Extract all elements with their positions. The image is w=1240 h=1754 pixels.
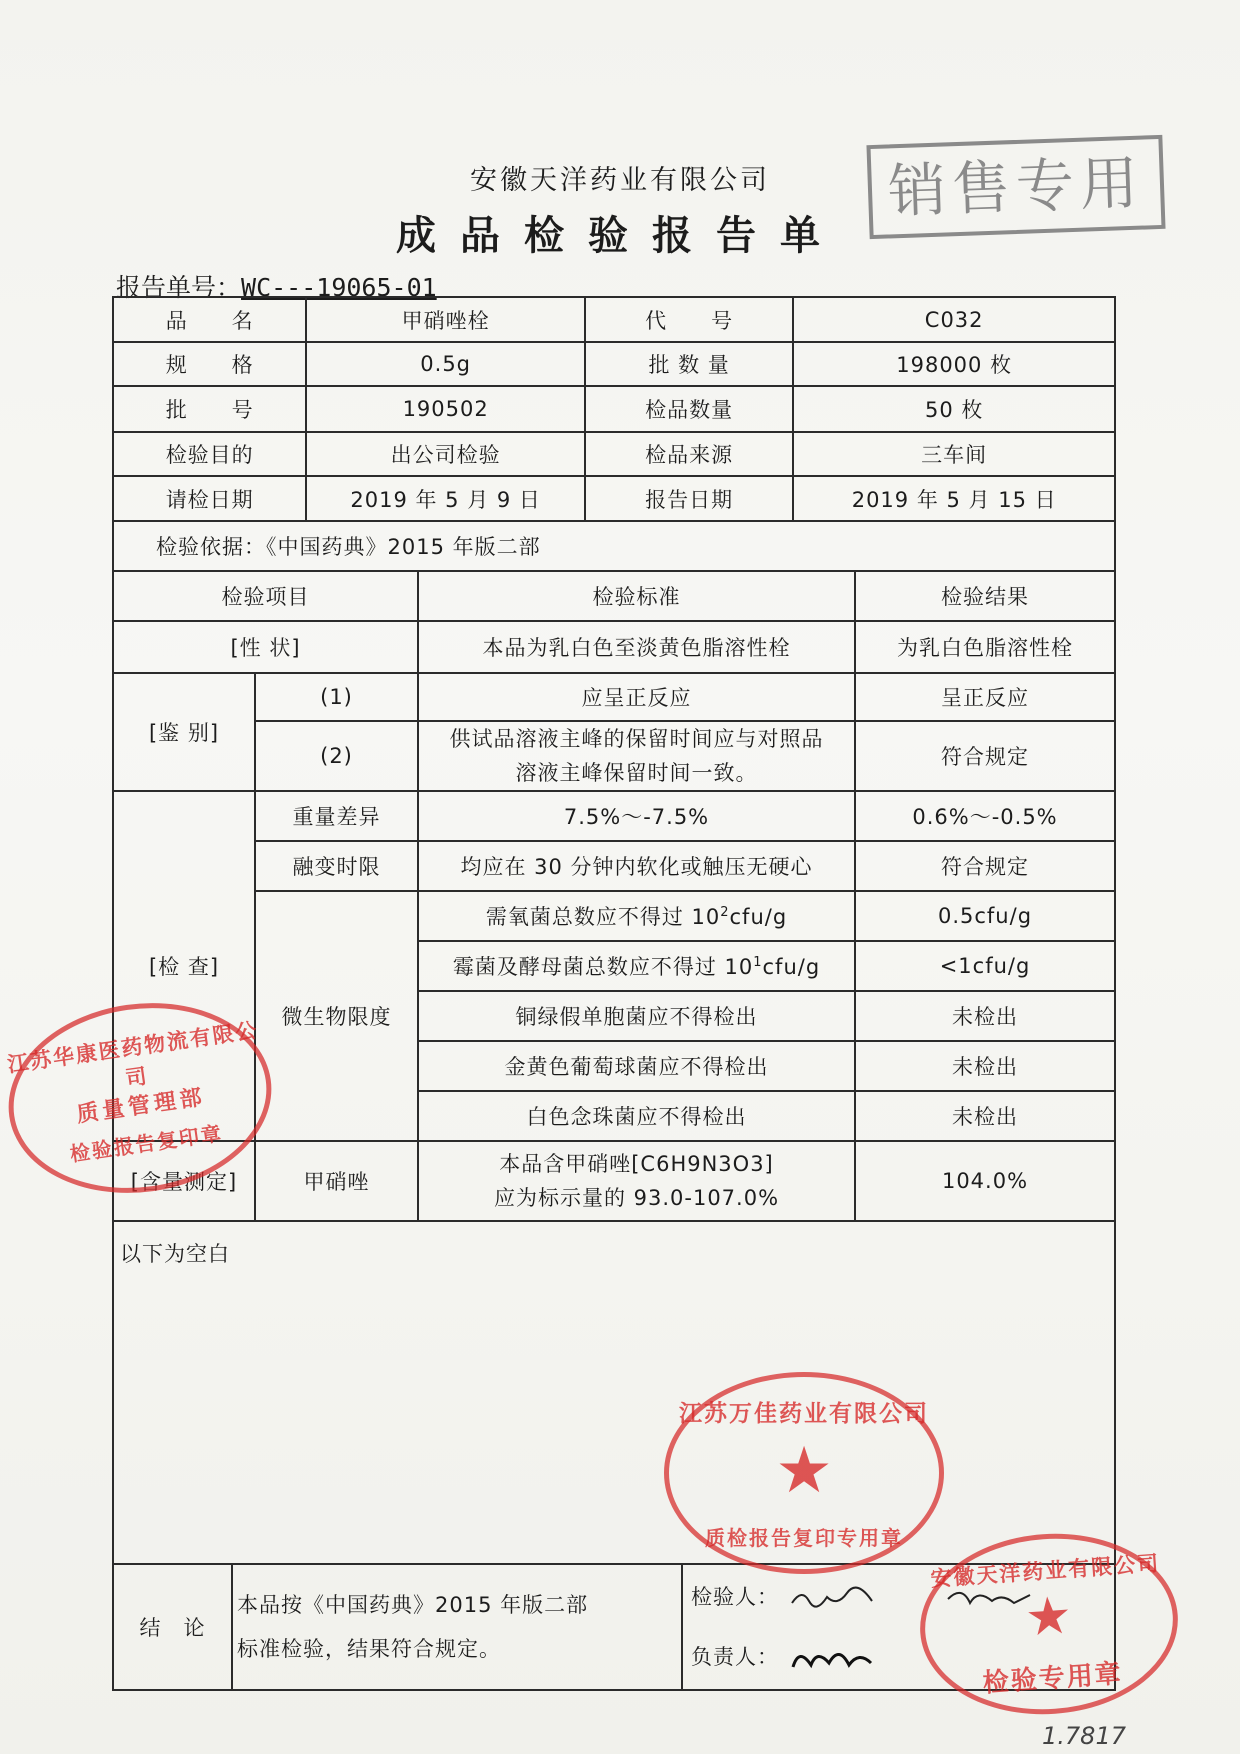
weight-variation-label: 重量差异 xyxy=(255,791,418,841)
mold-yeast-result: <1cfu/g xyxy=(855,941,1115,991)
assay-label: [含量测定] xyxy=(113,1141,255,1221)
seal2-purpose: 质检报告复印专用章 xyxy=(705,1526,903,1550)
source-label: 检品来源 xyxy=(585,432,793,476)
sales-only-stamp: 销售专用 xyxy=(866,135,1165,239)
column-header-standard: 检验标准 xyxy=(418,571,855,621)
melting-time-standard: 均应在 30 分钟内软化或触压无硬心 xyxy=(418,841,855,891)
company-name: 安徽天洋药业有限公司 xyxy=(470,165,770,196)
responsible-signature xyxy=(787,1643,877,1673)
code-label: 代 号 xyxy=(585,298,793,342)
sample-qty-value: 50 枚 xyxy=(793,386,1114,432)
melting-time-label: 融变时限 xyxy=(255,841,418,891)
mold-yeast-unit: cfu/g xyxy=(762,955,821,979)
conclusion-line-1: 本品按《中国药典》2015 年版二部 xyxy=(237,1593,589,1617)
candida-standard: 白色念珠菌应不得检出 xyxy=(418,1091,855,1141)
aerobic-count-unit: cfu/g xyxy=(729,905,788,929)
spec-value: 0.5g xyxy=(306,342,585,386)
batch-no-label: 批 号 xyxy=(114,386,306,432)
mold-yeast-standard xyxy=(418,941,855,991)
identification-item-2: (2) xyxy=(255,721,418,791)
pseudomonas-standard: 铜绿假单胞菌应不得检出 xyxy=(418,991,855,1041)
mold-yeast-text: 霉菌及酵母菌总数应不得过 10 xyxy=(452,955,754,979)
aerobic-count-standard xyxy=(418,891,855,941)
info-table xyxy=(114,298,1114,520)
blank-note: 以下为空白 xyxy=(120,1242,230,1266)
appearance-result: 为乳白色脂溶性栓 xyxy=(855,621,1115,673)
assay-item: 甲硝唑 xyxy=(255,1141,418,1221)
handwritten-corner-mark: 1.7817 xyxy=(1042,1722,1126,1750)
identification-result-2: 符合规定 xyxy=(855,721,1115,791)
pseudomonas-result: 未检出 xyxy=(855,991,1115,1041)
assay-standard xyxy=(418,1141,855,1221)
conclusion-text xyxy=(232,1565,682,1689)
aerobic-count-result: 0.5cfu/g xyxy=(855,891,1115,941)
report-number-label: 报告单号： xyxy=(116,273,242,302)
seal3-company: 安徽天洋药业有限公司 xyxy=(929,1551,1161,1592)
purpose-value: 出公司检验 xyxy=(306,432,585,476)
spec-label: 规 格 xyxy=(114,342,306,386)
identification-standard-2 xyxy=(418,721,855,791)
assay-result: 104.0% xyxy=(855,1141,1115,1221)
staphylococcus-result: 未检出 xyxy=(855,1041,1115,1091)
seal2-company: 江苏万佳药业有限公司 xyxy=(679,1401,929,1427)
aerobic-count-exponent: 2 xyxy=(720,905,730,920)
star-icon: ★ xyxy=(775,1434,833,1508)
identification-label: [鉴 别] xyxy=(113,673,255,791)
request-date-label: 请检日期 xyxy=(114,476,306,520)
product-name-label: 品 名 xyxy=(114,298,306,342)
identification-standard-1: 应呈正反应 xyxy=(418,673,855,721)
conclusion-label: 结 论 xyxy=(114,1565,232,1689)
identification-item-1: (1) xyxy=(255,673,418,721)
mold-yeast-exponent: 1 xyxy=(753,955,763,970)
report-date-label: 报告日期 xyxy=(585,476,793,520)
check-label: [检 查] xyxy=(113,791,255,1141)
aerobic-count-text: 需氧菌总数应不得过 10 xyxy=(485,905,721,929)
batch-qty-value: 198000 枚 xyxy=(793,342,1114,386)
melting-time-result: 符合规定 xyxy=(855,841,1115,891)
inspector-signature xyxy=(787,1583,877,1613)
column-header-result: 检验结果 xyxy=(855,571,1115,621)
report-number-value: WC---19065-01 xyxy=(241,273,437,302)
star-icon: ★ xyxy=(1023,1585,1074,1649)
seal3-purpose: 检验专用章 xyxy=(981,1659,1124,1699)
purpose-label: 检验目的 xyxy=(114,432,306,476)
info-row xyxy=(113,297,1115,521)
seal1-department: 质量管理部 xyxy=(75,1084,208,1128)
blank-area xyxy=(113,1221,1115,1564)
sample-qty-label: 检品数量 xyxy=(585,386,793,432)
code-value: C032 xyxy=(793,298,1114,342)
seal1-company: 江苏华康医药物流有限公司 xyxy=(5,1018,260,1091)
microbial-limit-label: 微生物限度 xyxy=(255,891,418,1141)
identification-standard-2-line-1: 供试品溶液主峰的保留时间应与对照品 xyxy=(449,727,824,751)
appearance-label: [性 状] xyxy=(113,621,418,673)
report-title: 成品检验报告单 xyxy=(396,213,844,259)
responsible-label: 负责人： xyxy=(691,1645,779,1669)
batch-qty-label: 批 数 量 xyxy=(585,342,793,386)
candida-result: 未检出 xyxy=(855,1091,1115,1141)
source-value: 三车间 xyxy=(793,432,1114,476)
report-date-value: 2019 年 5 月 15 日 xyxy=(851,487,1057,512)
column-header-item: 检验项目 xyxy=(113,571,418,621)
inspection-table xyxy=(112,296,1116,1691)
identification-standard-2-line-2: 溶液主峰保留时间一致。 xyxy=(515,761,758,785)
weight-variation-standard: 7.5%～-7.5% xyxy=(418,791,855,841)
assay-standard-line-2: 应为标示量的 93.0-107.0% xyxy=(493,1186,780,1210)
batch-no-value: 190502 xyxy=(306,386,585,432)
inspector-label: 检验人： xyxy=(691,1585,779,1609)
weight-variation-result: 0.6%～-0.5% xyxy=(855,791,1115,841)
staphylococcus-standard: 金黄色葡萄球菌应不得检出 xyxy=(418,1041,855,1091)
appearance-standard: 本品为乳白色至淡黄色脂溶性栓 xyxy=(418,621,855,673)
inspection-basis: 检验依据：《中国药典》2015 年版二部 xyxy=(113,521,1115,571)
request-date-value: 2019 年 5 月 9 日 xyxy=(306,476,585,520)
identification-result-1: 呈正反应 xyxy=(855,673,1115,721)
seal1-purpose: 检验报告复印章 xyxy=(68,1120,225,1167)
conclusion-line-2: 标准检验，结果符合规定。 xyxy=(237,1637,501,1661)
product-name-value: 甲硝唑栓 xyxy=(306,298,585,342)
assay-standard-line-1: 本品含甲硝唑[C6H9N3O3] xyxy=(499,1152,774,1176)
wanjia-copy-seal xyxy=(664,1372,944,1574)
